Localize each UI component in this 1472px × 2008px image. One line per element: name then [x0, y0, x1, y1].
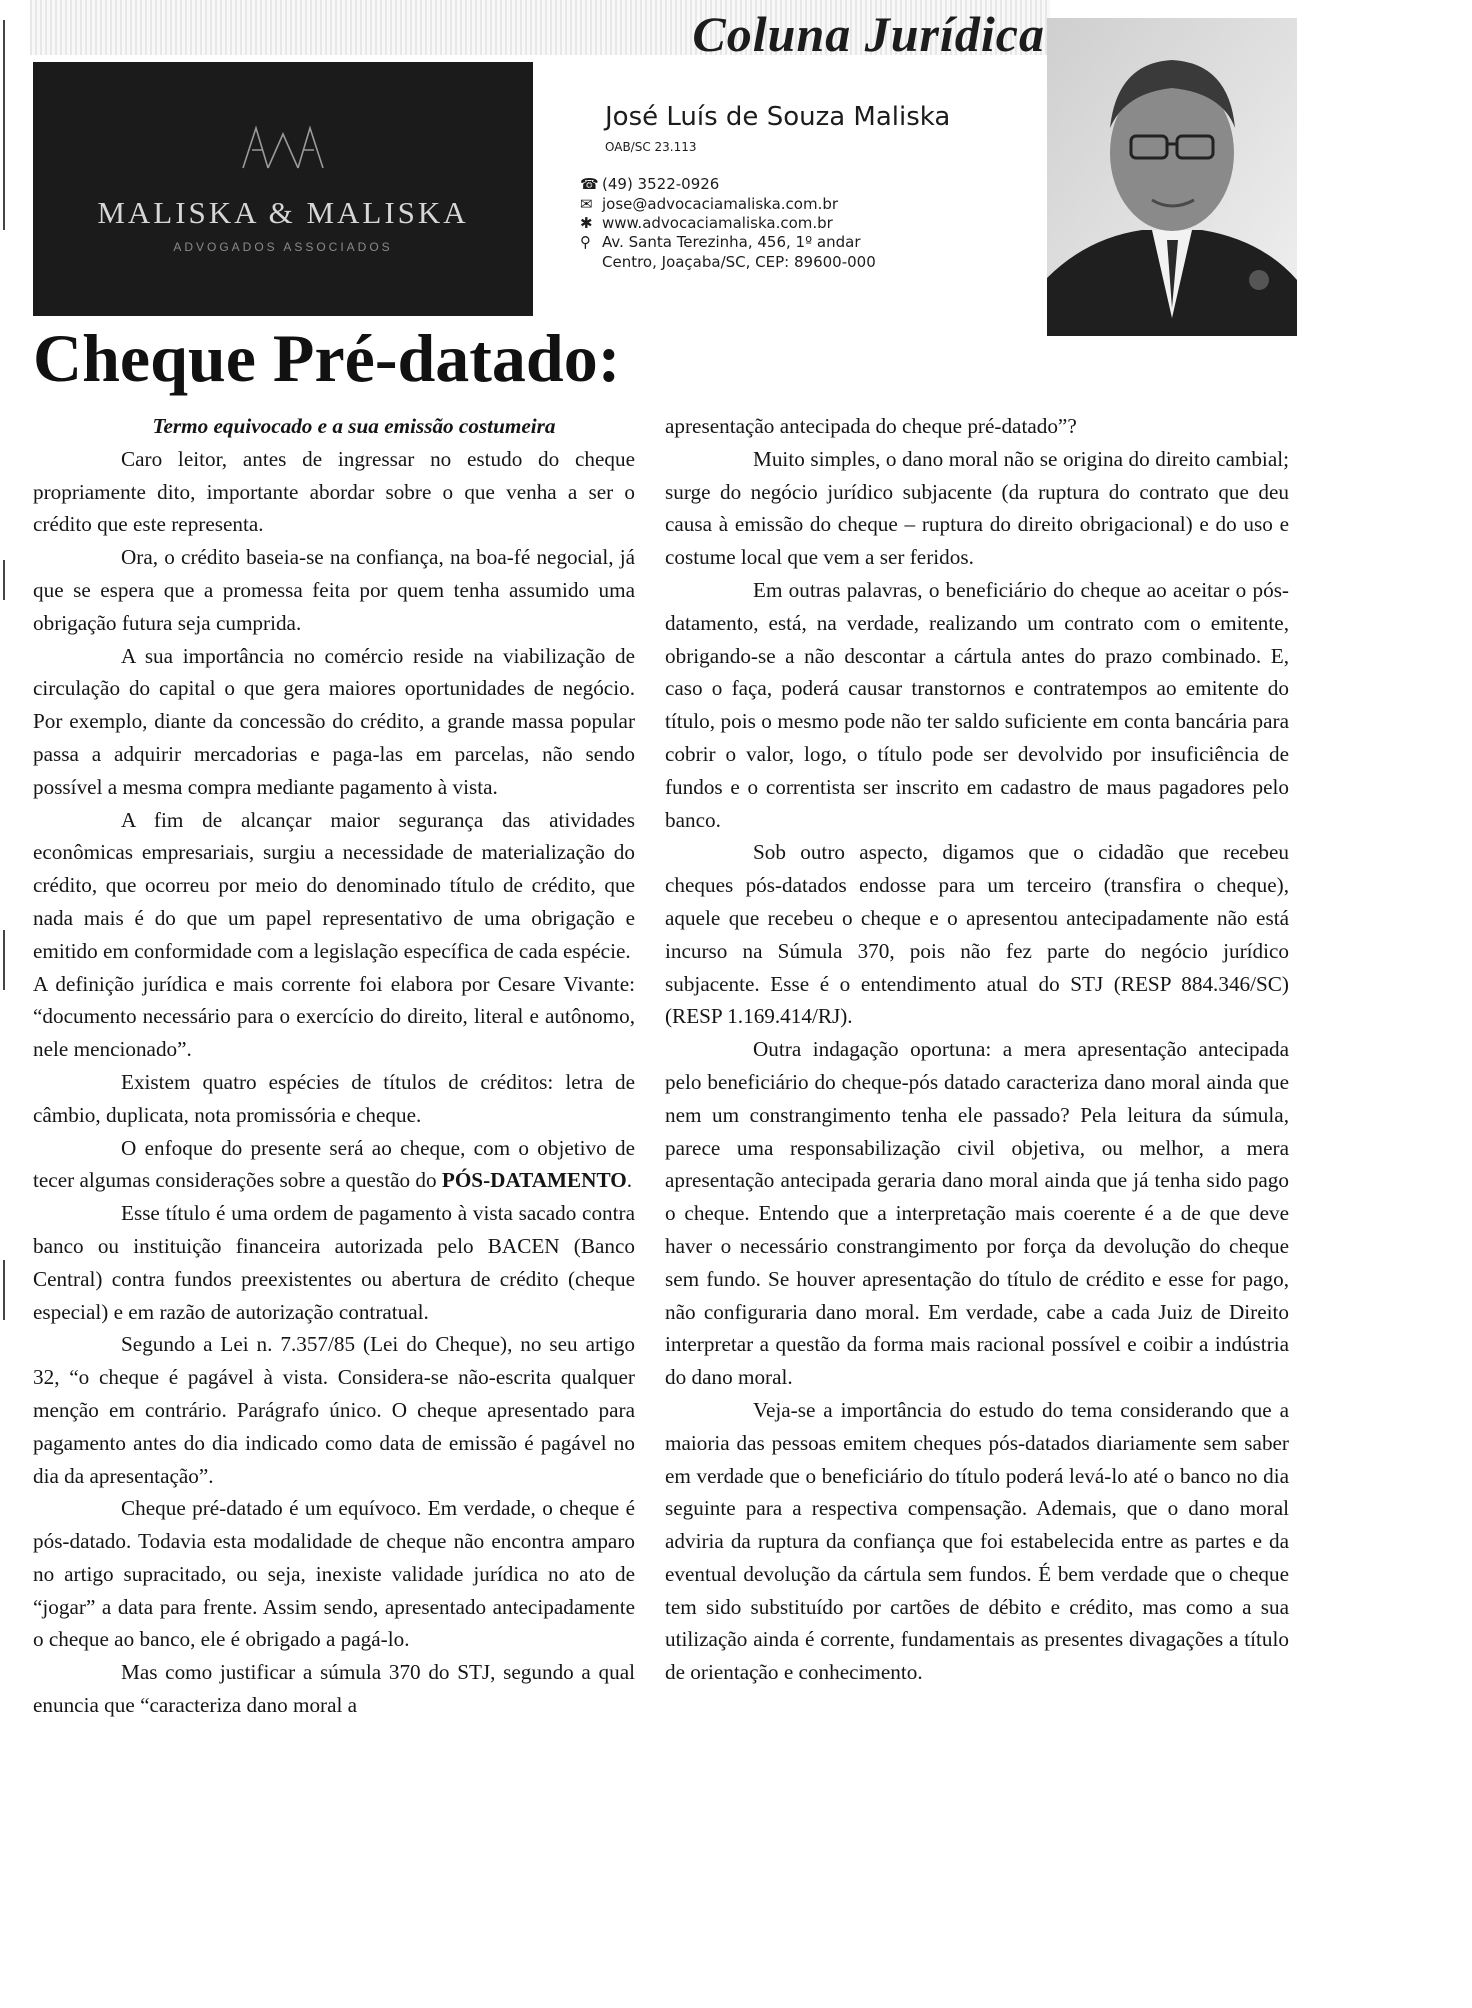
paragraph: Sob outro aspecto, digamos que o cidadão que recebeu cheques pós-datados endosse para um terceiro (transfira o cheque), aquele que recebeu o cheque e o apresentou antecipadamente não está incurso na Súmula 370, pois não fez parte do negócio jurídico subjacente. Esse é o entendimento atual do STJ (RESP 884.346/SC) (RESP 1.169.414/RJ).	[665, 840, 1289, 1029]
paragraph-focus: O enfoque do presente será ao cheque, com o objetivo de tecer algumas considerações sobre a questão do PÓS-DATAMENTO.	[33, 1135, 635, 1193]
article-headline: Cheque Pré-datado:	[33, 320, 621, 396]
paragraph: Em outras palavras, o beneficiário do cheque ao aceitar o pós-datamento, está, na verdade, realizando um contrato com o emitente, obrigando-se a não descontar a cártula antes do prazo combinado. E, caso o faça, poderá causar transtornos e contratempos ao emitente do título, pois o mesmo pode não ter saldo suficiente em conta bancária para cobrir o valor, logo, o título pode ser devolvido por insuficiência de fundos e o correntista ser inscrito em cadastro de maus pagadores pelo banco.	[665, 577, 1289, 832]
scan-margin-line	[3, 1260, 5, 1320]
author-portrait	[1047, 18, 1297, 336]
column-title: Coluna Jurídica	[692, 6, 1045, 62]
email-icon: ✉	[580, 195, 593, 213]
location-icon: ⚲	[580, 233, 591, 251]
paragraph-definition: A definição jurídica e mais corrente foi elabora por Cesare Vivante: “documento necessário para o exercício do direito, literal e autônomo, nele mencionado”.	[33, 971, 635, 1062]
scan-margin-line	[3, 560, 5, 600]
paragraph: A fim de alcançar maior segurança das atividades econômicas empresariais, surgiu a necessidade de materialização do crédito, que ocorreu por meio do denominado título de crédito, que nada mais é do que um papel representativo de uma obrigação e emitido em conformidade com a legislação específica de cada espécie.	[33, 807, 635, 963]
article-subtitle: Termo equivocado e a sua emissão costumeira	[152, 414, 556, 438]
contact-website: ✱ www.advocaciamaliska.com.br	[580, 214, 833, 232]
paragraph: Mas como justificar a súmula 370 do STJ, segundo a qual enuncia que “caracteriza dano moral a	[33, 1660, 635, 1718]
contact-email: ✉ jose@advocaciamaliska.com.br	[580, 195, 839, 213]
paragraph: Ora, o crédito baseia-se na confiança, na boa-fé negocial, já que se espera que a promessa feita por quem tenha assumido uma obrigação futura seja cumprida.	[33, 545, 635, 635]
paragraph: Caro leitor, antes de ingressar no estudo do cheque propriamente dito, importante abordar sobre o que venha a ser o crédito que este representa.	[33, 446, 635, 537]
focus-bold-term: PÓS-DATAMENTO	[441, 1168, 627, 1193]
phone-icon: ☎	[580, 175, 599, 193]
contact-address: ⚲ Av. Santa Terezinha, 456, 1º andar	[580, 233, 861, 251]
scan-margin-line	[3, 930, 5, 990]
paragraph: Muito simples, o dano moral não se origina do direito cambial; surge do negócio jurídico subjacente (da ruptura do contrato que deu causa à emissão do cheque – ruptura do direito obrigacional) e do uso e costume local que vem a ser feridos.	[665, 446, 1289, 570]
scan-margin-line	[3, 20, 5, 230]
paragraph: Veja-se a importância do estudo do tema considerando que a maioria das pessoas emitem cheques pós-datados diariamente sem saber em verdade que o beneficiário do título poderá levá-lo até o banco no dia seguinte para a respectiva compensação. Ademais, que o dano moral adviria da ruptura da confiança que foi estabelecida entre as partes e da eventual devolução da cártula sem fundos. É bem verdade que o cheque tem sido substituído por cartões de débito e crédito, mas como a sua utilização ainda é corrente, fundamentais as presentes divagações a título de orientação e conhecimento.	[665, 1397, 1289, 1685]
contact-phone: ☎ (49) 3522-0926	[580, 175, 720, 193]
author-oab: OAB/SC 23.113	[605, 140, 697, 154]
paragraph: Segundo a Lei n. 7.357/85 (Lei do Cheque), no seu artigo 32, “o cheque é pagável à vista. Considera-se não-escrita qualquer menção em contrário. Parágrafo único. O cheque apresentado para pagamento antes do dia indicado como data de emissão é pagável no dia da apresentação”.	[33, 1332, 635, 1488]
firm-logo-icon	[238, 122, 328, 172]
author-name: José Luís de Souza Maliska	[605, 102, 951, 132]
paragraph: Outra indagação oportuna: a mera apresentação antecipada pelo beneficiário do cheque-pós datado caracteriza dano moral ainda que nem um constrangimento tenha ele passado? Pela leitura da súmula, parece uma responsabilização civil objetiva, ou melhor, a mera apresentação antecipada geraria dano moral ainda que já tenha sido pago o cheque. Entendo que a interpretação mais coerente é a de que deve haver o necessário constrangimento por força da devolução do cheque sem fundo. Se houver apresentação do título de crédito e esse for pago, não configuraria dano moral. Em verdade, cabe a cada Juiz de Direito interpretar a questão da forma mais racional possível e coibir a indústria do dano moral.	[665, 1037, 1289, 1390]
article-column-left	[33, 410, 635, 1722]
firm-name: MALISKA & MALISKA	[97, 195, 469, 230]
paragraph: Esse título é uma ordem de pagamento à vista sacado contra banco ou instituição financeira autorizada pelo BACEN (Banco Central) contra fundos preexistentes ou abertura de crédito (cheque especial) e em razão de autorização contratual.	[33, 1201, 635, 1324]
firm-logo-panel	[33, 62, 533, 316]
web-icon: ✱	[580, 214, 593, 232]
article-column-right	[665, 410, 1289, 1689]
paragraph: Existem quatro espécies de títulos de créditos: letra de câmbio, duplicata, nota promissória e cheque.	[33, 1069, 635, 1127]
paragraph-continuation: apresentação antecipada do cheque pré-datado”?	[665, 414, 1077, 438]
paragraph: A sua importância no comércio reside na viabilização de circulação do capital o que gera maiores oportunidades de negócio. Por exemplo, diante da concessão do crédito, a grande massa popular passa a adquirir mercadorias e paga-las em parcelas, não sendo possível a mesma compra mediante pagamento à vista.	[33, 643, 635, 799]
author-contact-box	[540, 62, 1045, 316]
contact-address-line2: Centro, Joaçaba/SC, CEP: 89600-000	[602, 253, 876, 271]
paragraph: Cheque pré-datado é um equívoco. Em verdade, o cheque é pós-datado. Todavia esta modalidade de cheque não encontra amparo no artigo supracitado, ou seja, inexiste validade jurídica no ato de “jogar” a data para frente. Assim sendo, apresentado antecipadamente o cheque ao banco, ele é obrigado a pagá-lo.	[33, 1496, 635, 1652]
firm-subtitle: ADVOGADOS ASSOCIADOS	[173, 240, 393, 254]
